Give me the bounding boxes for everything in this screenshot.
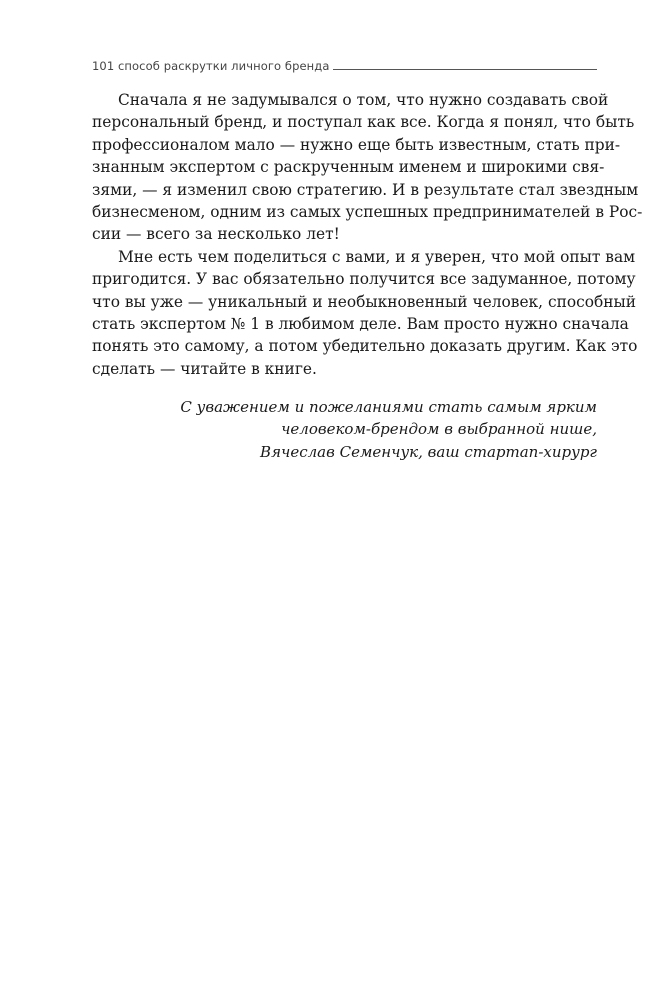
paragraph-2 [92, 246, 638, 380]
signature-line: человеком-брендом в выбранной нише, [281, 420, 597, 439]
paragraph-line: Мне есть чем поделиться с вами, и я уверен, что мой опыт вам [118, 247, 636, 266]
paragraph-line: знанным экспертом с раскрученным именем и широкими свя- [92, 158, 605, 177]
paragraph-line: зями, — я изменил свою стратегию. И в результате стал звездным [92, 180, 639, 199]
signature-block [92, 396, 597, 463]
running-title: 101 способ раскрутки личного бренда [92, 59, 330, 73]
paragraph-line: стать экспертом № 1 в любимом деле. Вам просто нужно сначала [92, 315, 629, 334]
paragraph-line: бизнесменом, одним из самых успешных предпринимателей в Рос- [92, 203, 643, 222]
header-rule [333, 69, 597, 70]
paragraph-line: что вы уже — уникальный и необыкновенный человек, способный [92, 292, 637, 311]
body-text [92, 89, 643, 380]
paragraph-line: понять это самому, а потом убедительно доказать другим. Как это [92, 337, 638, 356]
paragraph-1 [92, 89, 643, 246]
paragraph-line: сии — всего за несколько лет! [92, 225, 340, 244]
paragraph-line: профессионалом мало — нужно еще быть известным, стать при- [92, 135, 621, 154]
paragraph-line: пригодится. У вас обязательно получится все задуманное, потому [92, 270, 636, 289]
signature-line: С уважением и пожеланиями стать самым ярким [180, 398, 597, 416]
paragraph-line: Сначала я не задумывался о том, что нужно создавать свой [118, 91, 609, 109]
paragraph-line: сделать — читайте в книге. [92, 359, 317, 378]
signature-author: Вячеслав Семенчук, ваш стартап-хирург [260, 442, 597, 461]
running-header [92, 55, 597, 73]
paragraph-line: персональный бренд, и поступал как все. Когда я понял, что быть [92, 113, 635, 132]
